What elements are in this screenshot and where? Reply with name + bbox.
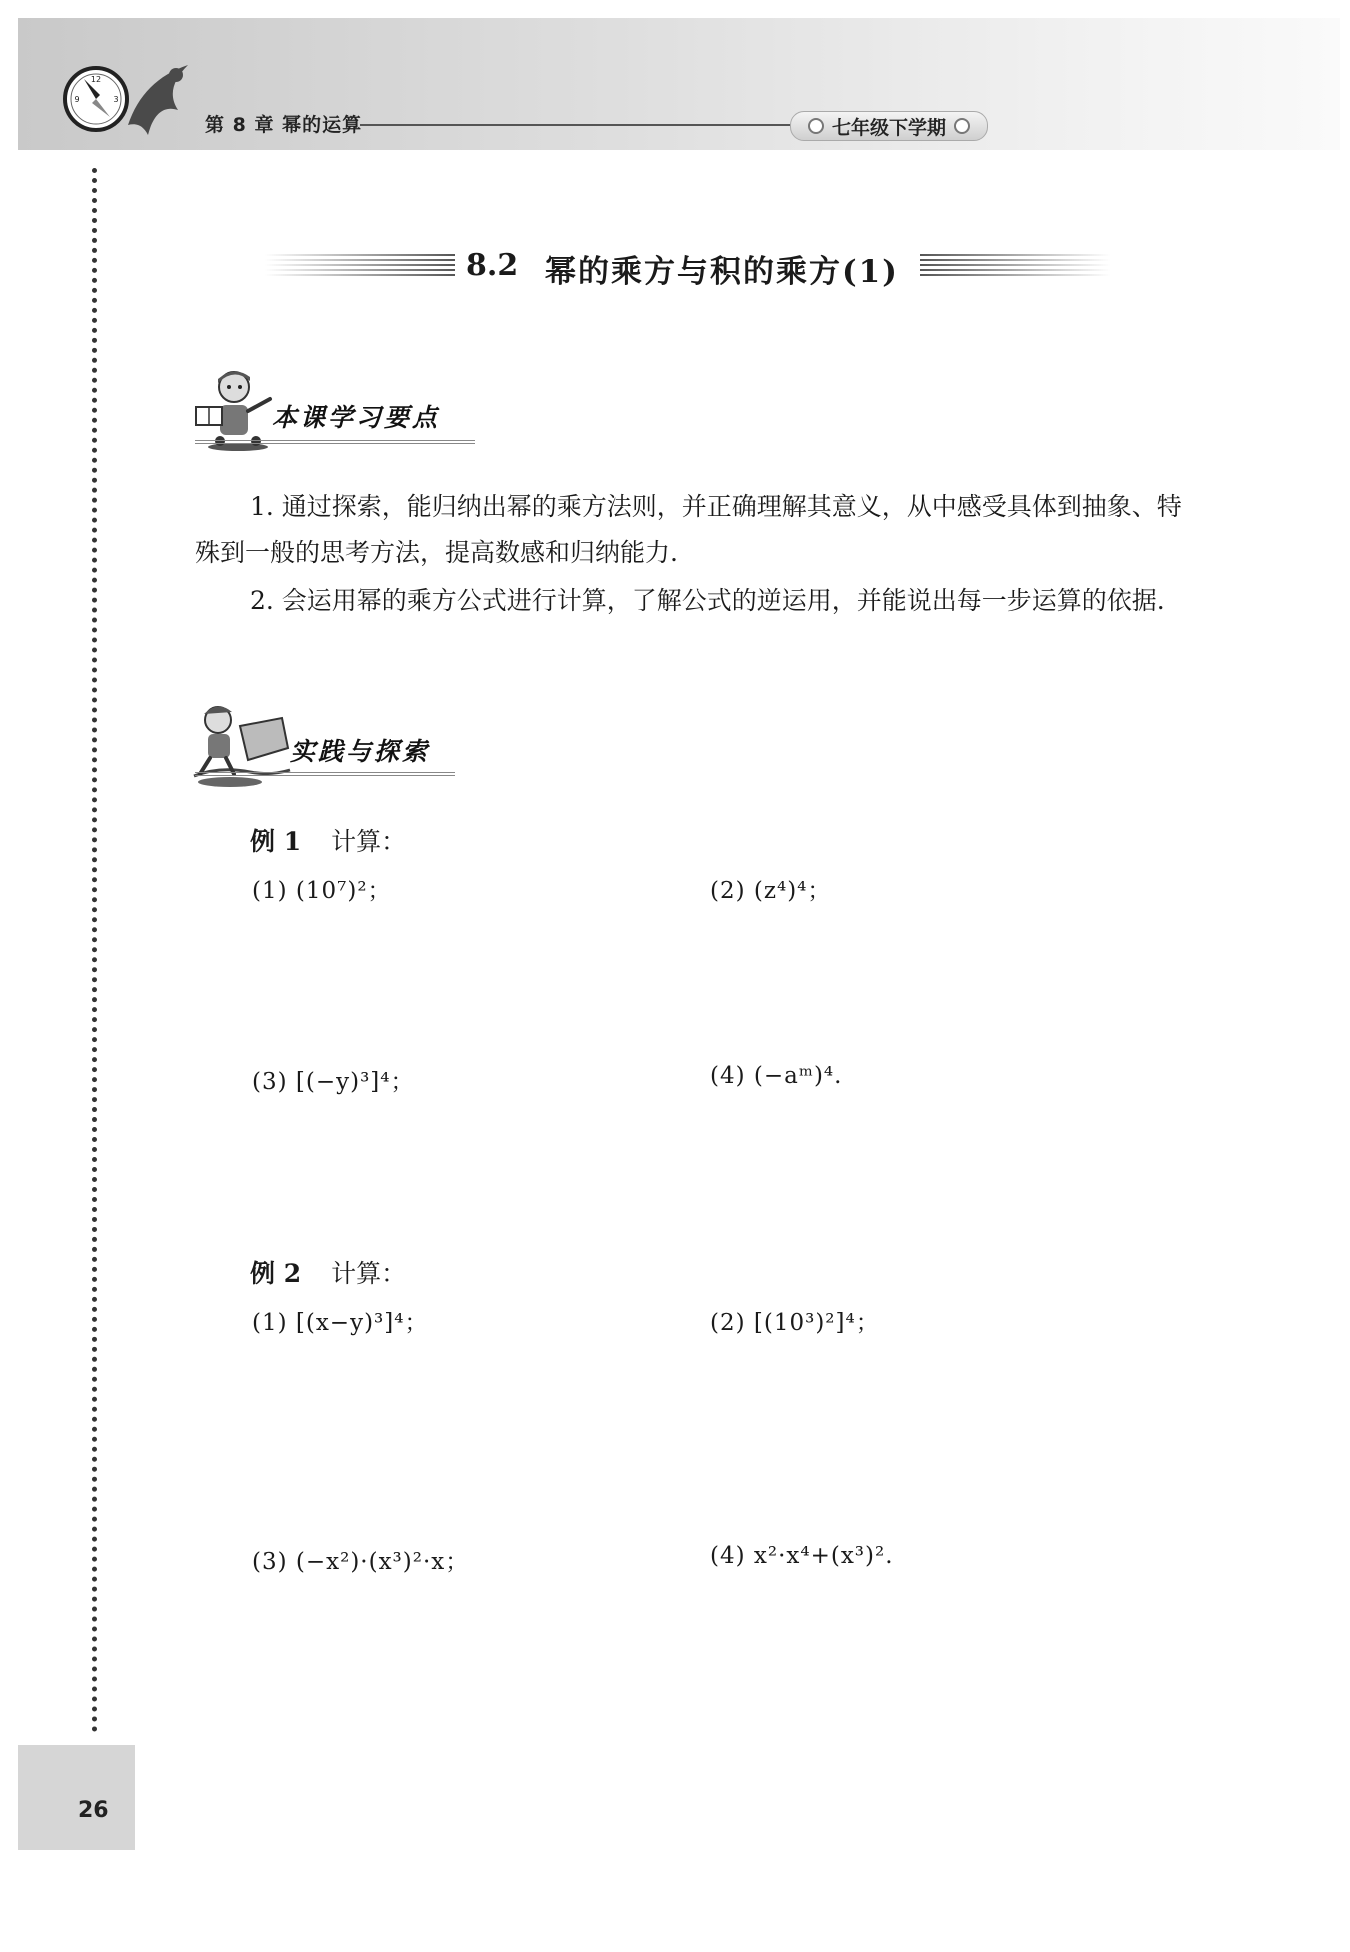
section-number: 8.2 [466, 248, 519, 283]
example-1-problem-1: (1) (10⁷)²； [252, 878, 392, 904]
runner-logo-icon [118, 55, 196, 145]
example-2-heading [250, 1254, 406, 1290]
page-number: 26 [78, 1798, 109, 1823]
study-point-1: 1. 通过探索，能归纳出幂的乘方法则，并正确理解其意义，从中感受具体到抽象、特殊到一般的思考方法，提高数感和归纳能力. [195, 492, 1182, 567]
example-1-problem-2: (2) (z⁴)⁴； [710, 878, 832, 904]
practice-rule [195, 772, 455, 778]
svg-text:9: 9 [74, 95, 80, 104]
example-2-prompt: 计算： [331, 1259, 407, 1288]
badge-dot-left [808, 118, 824, 134]
svg-text:3: 3 [113, 95, 119, 104]
example-1-problem-4: (4) (−aᵐ)⁴. [710, 1063, 843, 1089]
example-2-problem-1: (1) [(x−y)³]⁴； [252, 1310, 429, 1336]
example-1-prompt: 计算： [331, 827, 407, 856]
example-2-problem-2: (2) [(10³)²]⁴； [710, 1310, 880, 1336]
example-2-problem-3: (3) (−x²)·(x³)²·x； [252, 1549, 470, 1575]
badge-dot-right [954, 118, 970, 134]
section-title: 幂的乘方与积的乘方(1) [545, 254, 899, 290]
example-2-label: 例 2 [250, 1259, 302, 1288]
example-1-problem-3: (3) [(−y)³]⁴； [252, 1069, 415, 1095]
study-point-2: 2. 会运用幂的乘方公式进行计算，了解公式的逆运用，并能说出每一步运算的依据. [250, 586, 1165, 615]
grade-badge [790, 111, 988, 141]
example-1-heading [250, 822, 406, 858]
example-1-label: 例 1 [250, 827, 302, 856]
grade-label: 七年级下学期 [831, 116, 946, 139]
svg-text:12: 12 [90, 75, 102, 84]
title-decoration-left [265, 254, 455, 278]
practice-heading: 实践与探索 [290, 737, 431, 766]
header-rule [360, 124, 790, 126]
study-points-heading: 本课学习要点 [272, 403, 441, 432]
example-2-problem-4: (4) x²·x⁴+(x³)². [710, 1543, 894, 1569]
page-number-block [18, 1745, 135, 1850]
title-decoration-right [920, 254, 1110, 278]
chapter-label: 第 8 章 幂的运算 [205, 114, 363, 136]
study-points-rule [195, 440, 475, 446]
dotted-margin [92, 168, 97, 1733]
